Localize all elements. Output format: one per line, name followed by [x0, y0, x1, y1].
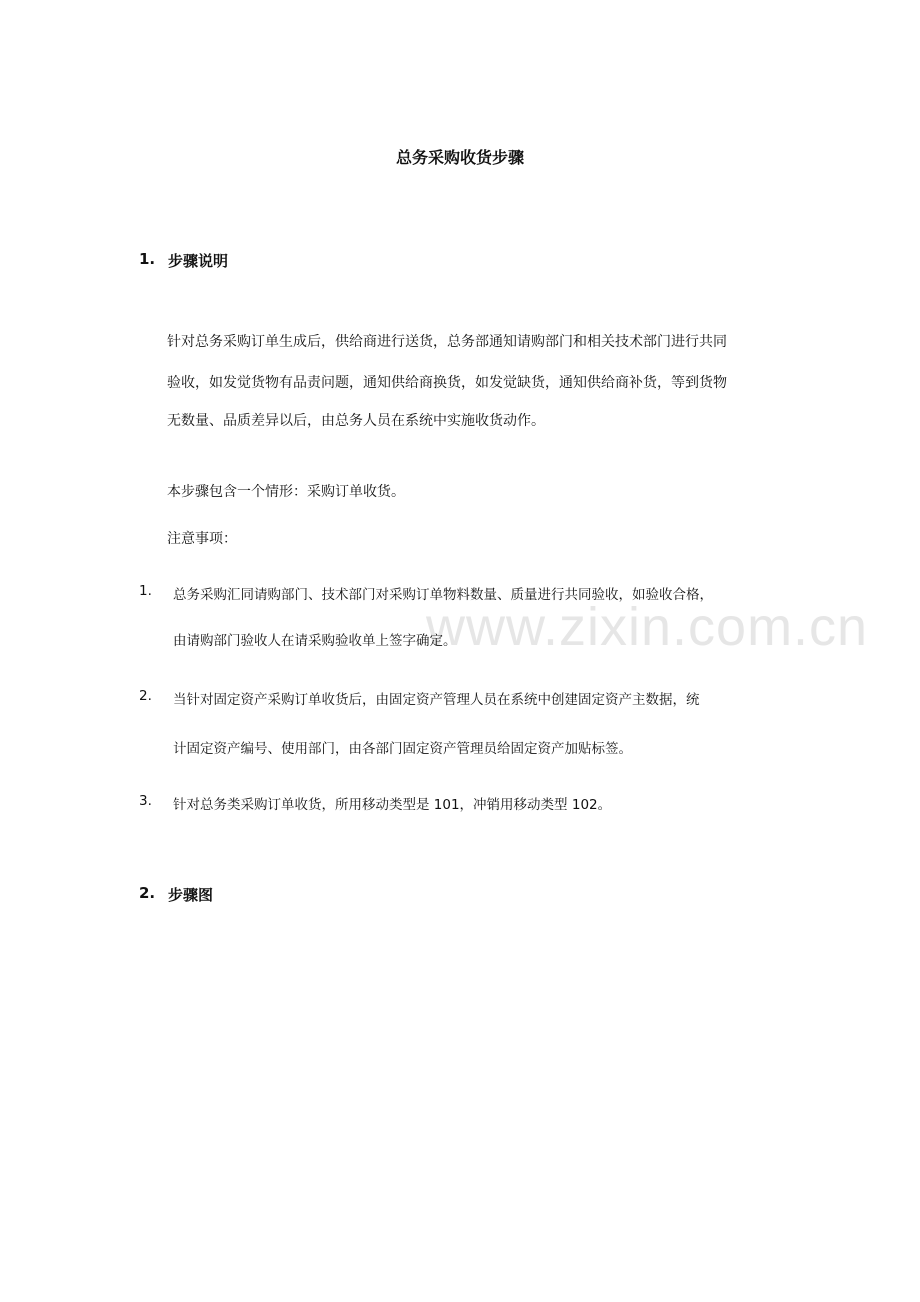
note-line: 当针对固定资产采购订单收货后，由固定资产管理人员在系统中创建固定资产主数据，统: [173, 692, 700, 708]
scope-line: 本步骤包含一个情形：采购订单收货。: [167, 484, 405, 500]
note-number: 1.: [139, 583, 152, 599]
paragraph-line: 无数量、品质差异以后，由总务人员在系统中实施收货动作。: [167, 413, 545, 429]
section2-heading: 步骤图: [168, 886, 214, 904]
paragraph-line: 针对总务采购订单生成后，供给商进行送货，总务部通知请购部门和相关技术部门进行共同: [167, 334, 727, 350]
notes-label: 注意事项：: [167, 531, 237, 547]
section1-number: 1.: [139, 250, 156, 268]
document-title: 总务采购收货步骤: [395, 148, 524, 167]
paragraph-line: 验收，如发觉货物有品责问题，通知供给商换货，如发觉缺货，通知供给商补货，等到货物: [167, 375, 727, 391]
note-line: 总务采购汇同请购部门、技术部门对采购订单物料数量、质量进行共同验收，如验收合格，: [173, 587, 713, 603]
section1-heading: 步骤说明: [168, 252, 229, 270]
note-line: 针对总务类采购订单收货，所用移动类型是 101，冲销用移动类型 102。: [173, 797, 612, 813]
section2-number: 2.: [139, 884, 156, 902]
note-line: 计固定资产编号、使用部门，由各部门固定资产管理员给固定资产加贴标签。: [173, 741, 632, 757]
note-number: 2.: [139, 688, 152, 704]
note-line: 由请购部门验收人在请采购验收单上签字确定。: [173, 633, 457, 649]
watermark: www.zixin.com.cn: [426, 597, 869, 657]
note-number: 3.: [139, 793, 152, 809]
